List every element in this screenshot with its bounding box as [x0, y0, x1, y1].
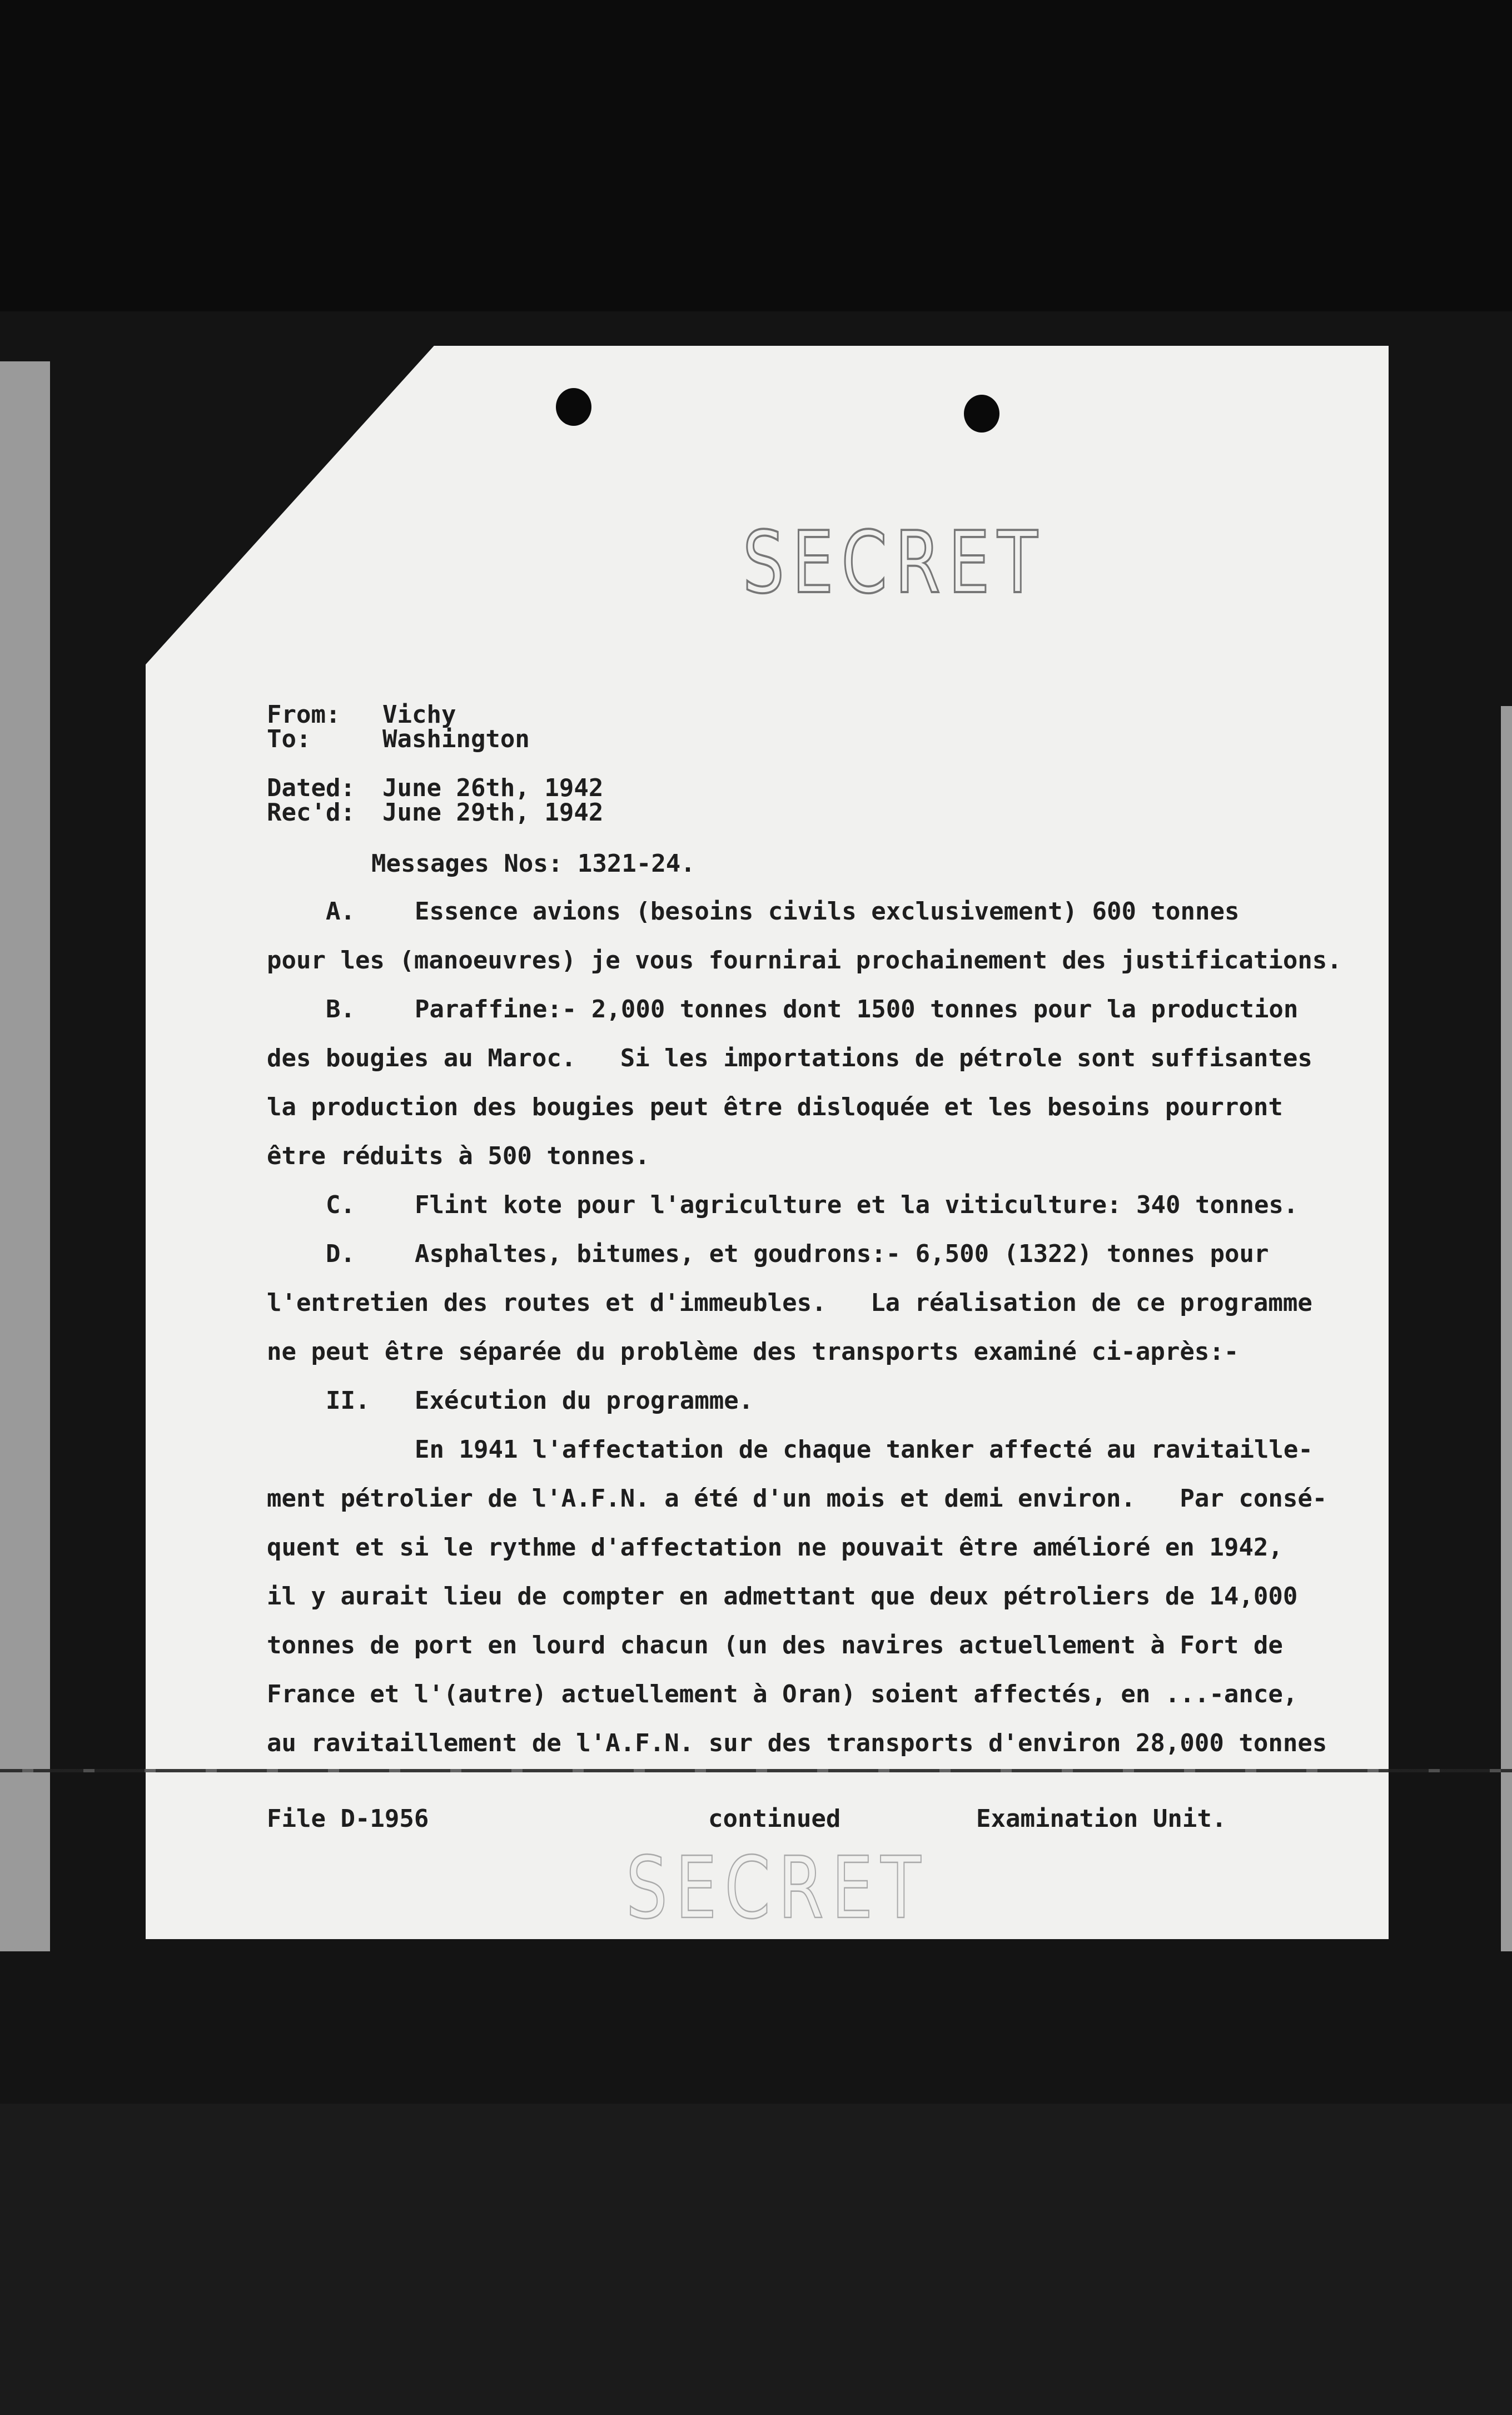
messages-numbers: Messages Nos: 1321-24.: [371, 849, 695, 878]
recd-value: June 29th, 1942: [382, 798, 604, 827]
paragraph-line: il y aurait lieu de compter en admettant que deux pétroliers de 14,000: [267, 1582, 1298, 1611]
item-d-marker: D.: [326, 1240, 355, 1268]
paragraph-line: quent et si le rythme d'affectation ne pouvait être amélioré en 1942,: [267, 1533, 1283, 1562]
item-b-line: la production des bougies peut être disloquée et les besoins pourront: [267, 1093, 1283, 1121]
adjacent-page-right: [1501, 706, 1512, 1951]
item-d-line: Asphaltes, bitumes, et goudrons:- 6,500 (1322) tonnes pour: [415, 1240, 1269, 1268]
section-ii-marker: II.: [326, 1387, 370, 1415]
item-a-marker: A.: [326, 897, 355, 926]
item-c-marker: C.: [326, 1191, 355, 1219]
to-value: Washington: [382, 725, 530, 753]
paragraph-line: France et l'(autre) actuellement à Oran) soient affectés, en ...-ance,: [267, 1680, 1298, 1708]
secret-stamp-top: SECRET: [743, 513, 1046, 613]
film-top-border: [0, 0, 1512, 311]
to-label: To:: [267, 725, 311, 753]
film-bottom-border: [0, 2104, 1512, 2415]
paragraph-line: ment pétrolier de l'A.F.N. a été d'un mois et demi environ. Par consé-: [267, 1484, 1327, 1513]
item-d-line: ne peut être séparée du problème des transports examiné ci-après:-: [267, 1338, 1239, 1366]
dated-label: Dated:: [267, 774, 355, 802]
item-a-line: pour les (manoeuvres) je vous fournirai prochainement des justifications.: [267, 946, 1342, 975]
scan-rule-line: [0, 1769, 1512, 1772]
punch-hole-left: [556, 388, 591, 426]
section-ii-title: Exécution du programme.: [415, 1387, 754, 1415]
paragraph-line: tonnes de port en lourd chacun (un des navires actuellement à Fort de: [267, 1631, 1283, 1659]
paragraph-line: En 1941 l'affectation de chaque tanker affecté au ravitaille-: [415, 1435, 1313, 1464]
from-label: From:: [267, 700, 341, 729]
item-d-line: l'entretien des routes et d'immeubles. La réalisation de ce programme: [267, 1289, 1312, 1317]
file-number: File D-1956: [267, 1805, 429, 1833]
item-a-line: Essence avions (besoins civils exclusivement) 600 tonnes: [415, 897, 1240, 926]
recd-label: Rec'd:: [267, 798, 355, 827]
examination-unit: Examination Unit.: [976, 1805, 1227, 1833]
punch-hole-right: [964, 395, 999, 433]
item-b-line: des bougies au Maroc. Si les importations de pétrole sont suffisantes: [267, 1044, 1312, 1072]
secret-stamp-bottom: SECRET: [626, 1838, 929, 1938]
item-b-line: être réduits à 500 tonnes.: [267, 1142, 650, 1170]
dated-value: June 26th, 1942: [382, 774, 604, 802]
continued-label: continued: [708, 1805, 841, 1833]
item-b-marker: B.: [326, 995, 355, 1023]
adjacent-page-left: [0, 361, 50, 1951]
paragraph-line: au ravitaillement de l'A.F.N. sur des transports d'environ 28,000 tonnes: [267, 1729, 1327, 1757]
item-b-line: Paraffine:- 2,000 tonnes dont 1500 tonnes pour la production: [415, 995, 1299, 1023]
from-value: Vichy: [382, 700, 456, 729]
item-c-line: Flint kote pour l'agriculture et la viticulture: 340 tonnes.: [415, 1191, 1299, 1219]
